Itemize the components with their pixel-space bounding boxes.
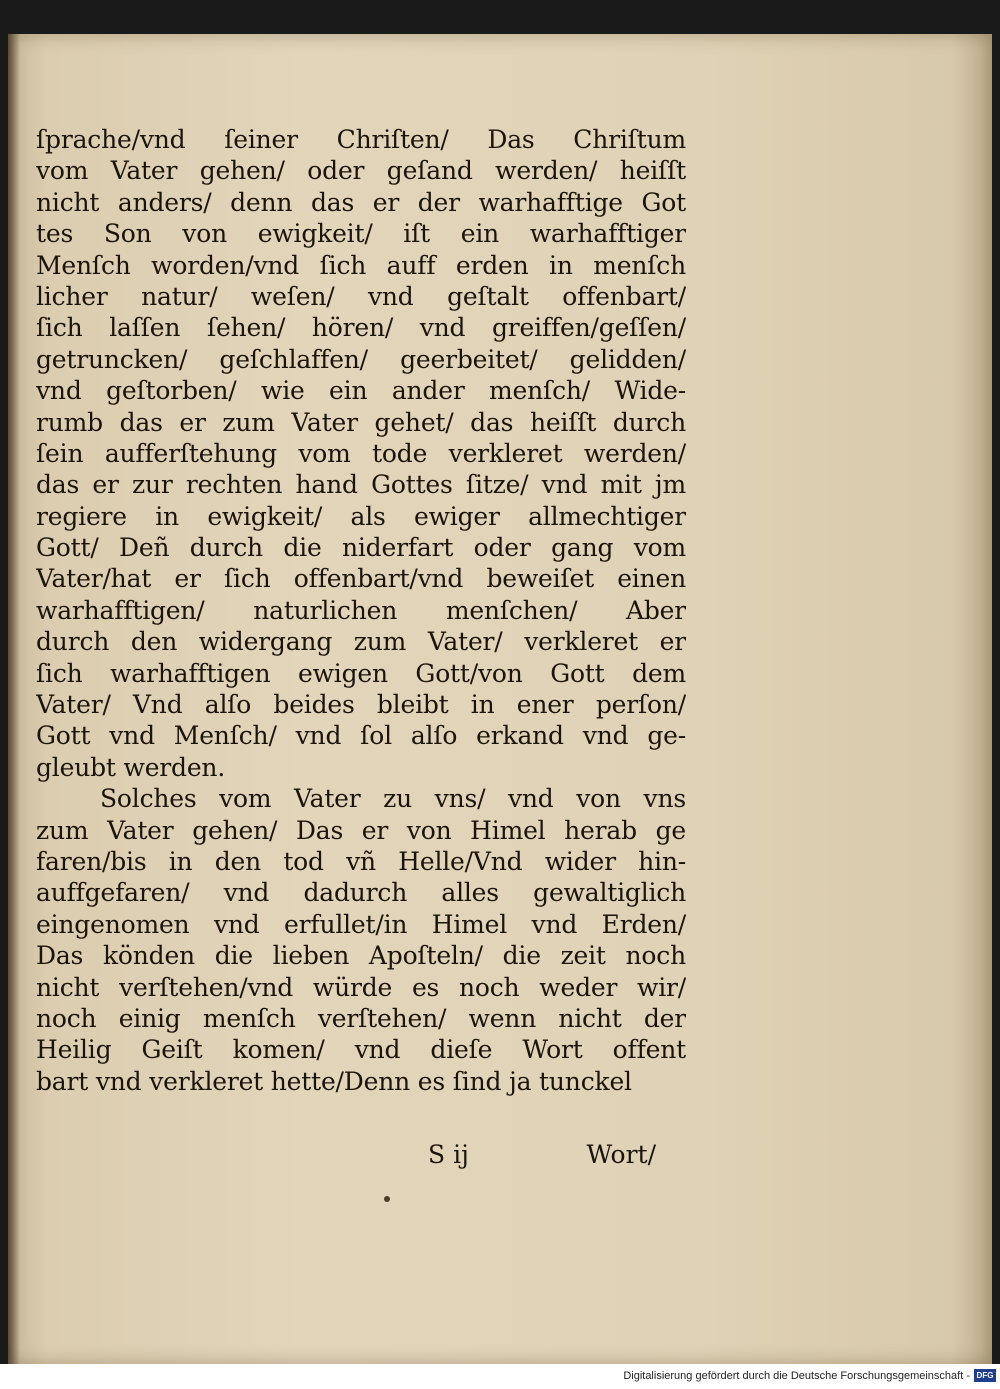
text-line: noch einig menſch verſtehen/ wenn nicht der: [36, 1003, 686, 1033]
credit-bar: [0, 1364, 1000, 1389]
text-line: Gott/ Deñ durch die niderfart oder gang vom: [36, 533, 686, 563]
text-line: ſich warhafftigen ewigen Gott/von Gott dem: [36, 658, 686, 688]
text-line: Menſch worden/vnd ſich auff erden in menſch: [36, 250, 686, 280]
text-line: nicht anders/ denn das er der warhafftige Got: [36, 187, 686, 217]
text-line: zum Vater gehen/ Das er von Himel herab ge: [36, 815, 686, 845]
text-line: Heilig Geiſt komen/ vnd dieſe Wort offent: [36, 1035, 686, 1065]
text-line: tes Son von ewigkeit/ iſt ein warhafftiger: [36, 219, 686, 249]
text-line: vnd geſtorben/ wie ein ander menſch/ Wide-: [36, 376, 686, 406]
page-footer: [428, 1138, 668, 1172]
text-line: Vater/hat er ſich offenbart/vnd beweiſet einen: [36, 564, 686, 594]
page-text: [36, 124, 686, 1097]
text-line: ſprache/vnd ſeiner Chriſten/ Das Chriſtum: [36, 125, 686, 154]
text-line: Das könden die lieben Apoſteln/ die zeit noch: [36, 941, 686, 971]
text-line: ſein aufferſtehung vom tode verkleret werden/: [36, 438, 686, 468]
text-line: bart vnd verkleret hette/Denn es ſind ja tunckel: [36, 1066, 632, 1096]
text-line: licher natur/ weſen/ vnd geſtalt offenbart/: [36, 281, 686, 311]
book-page: [8, 34, 992, 1364]
ink-spot: [384, 1196, 390, 1202]
credit-text: Digitalisierung gefördert durch die Deutsche Forschungsgemeinschaft -: [623, 1370, 970, 1382]
text-line: rumb das er zum Vater gehet/ das heiſſt durch: [36, 407, 686, 437]
catchword: Wort/: [586, 1140, 656, 1169]
text-line: faren/bis in den tod vñ Helle/Vnd wider hin-: [36, 846, 686, 876]
text-line: regiere in ewigkeit/ als ewiger allmechtiger: [36, 501, 686, 531]
text-line: gleubt werden.: [36, 752, 226, 782]
text-line: nicht verſtehen/vnd würde es noch weder wir/: [36, 972, 686, 1002]
text-line: eingenomen vnd erfullet/in Himel vnd Erden/: [36, 909, 686, 939]
text-line: das er zur rechten hand Gottes ſitze/ vnd mit jm: [36, 470, 686, 500]
text-line: getruncken/ geſchlaffen/ geerbeitet/ gelidden/: [36, 344, 686, 374]
text-line: ſich laſſen ſehen/ hören/ vnd greiffen/geſſen/: [36, 313, 686, 343]
text-line: Vater/ Vnd alſo beides bleibt in ener perſon/: [36, 690, 686, 720]
text-line: warhafftigen/ naturlichen menſchen/ Aber: [36, 595, 686, 625]
text-line: Solches vom Vater zu vns/ vnd von vns: [100, 784, 686, 814]
text-line: vom Vater gehen/ oder geſand werden/ heiſſt: [36, 156, 686, 186]
text-line: Gott vnd Menſch/ vnd ſol alſo erkand vnd ge-: [36, 721, 686, 751]
text-line: durch den widergang zum Vater/ verkleret er: [36, 627, 686, 657]
signature-mark: S ij: [428, 1140, 469, 1169]
text-line: auffgefaren/ vnd dadurch alles gewaltiglich: [36, 878, 686, 908]
dfg-logo: DFG: [974, 1369, 996, 1382]
